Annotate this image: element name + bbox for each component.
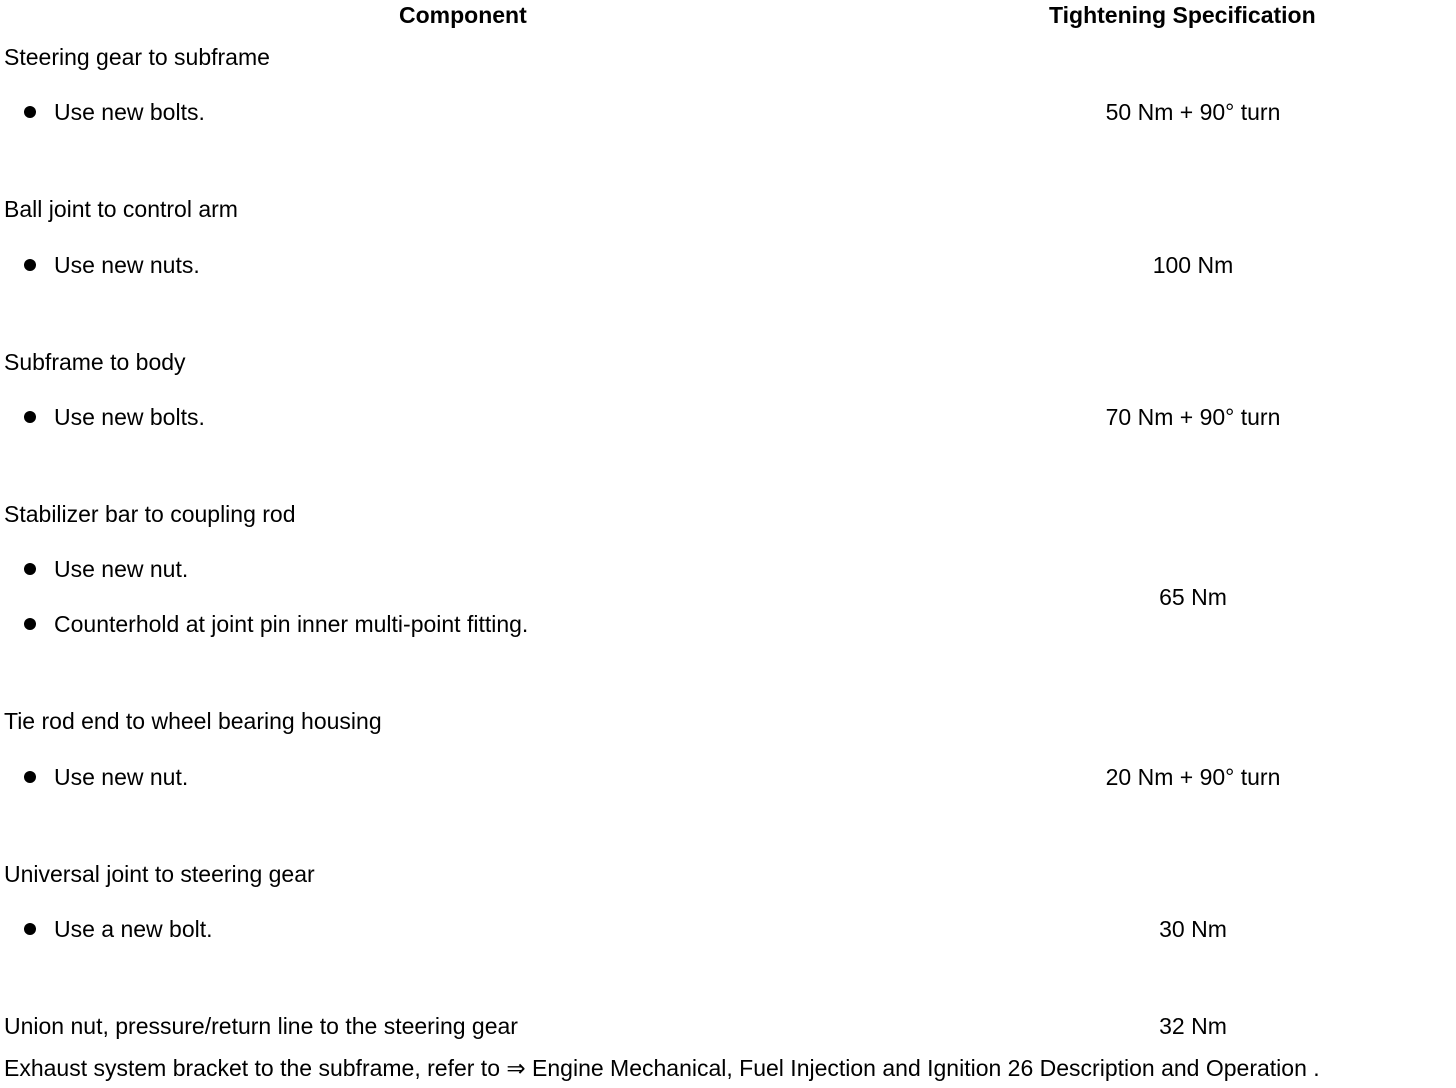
note-item [24, 609, 528, 639]
component-title: Subframe to body [4, 349, 186, 375]
bullet-dot-icon [24, 106, 36, 118]
note-text: Use new nuts. [54, 252, 200, 278]
bullet-dot-icon [24, 411, 36, 423]
component-title: Steering gear to subframe [4, 44, 270, 70]
footer-reference-note: Exhaust system bracket to the subframe, refer to ⇒ Engine Mechanical, Fuel Injection and Ignition 26 Description and Operation . [4, 1055, 1320, 1081]
note-text: Use new bolts. [54, 99, 205, 125]
component-title: Stabilizer bar to coupling rod [4, 501, 296, 527]
component-title: Union nut, pressure/return line to the steering gear [4, 1013, 518, 1039]
torque-spec: 30 Nm [1159, 916, 1227, 942]
note-item [24, 250, 200, 280]
torque-spec: 32 Nm [1159, 1013, 1227, 1039]
note-item [24, 914, 213, 944]
note-item [24, 762, 188, 792]
bullet-dot-icon [24, 771, 36, 783]
column-header-tightening-specification: Tightening Specification [1049, 2, 1316, 28]
note-item [24, 554, 188, 584]
bullet-dot-icon [24, 259, 36, 271]
note-text: Use new bolts. [54, 404, 205, 430]
component-title: Tie rod end to wheel bearing housing [4, 708, 382, 734]
note-text: Use new nut. [54, 556, 189, 582]
note-text: Use a new bolt. [54, 916, 213, 942]
component-title: Ball joint to control arm [4, 196, 238, 222]
note-item [24, 402, 205, 432]
torque-spec: 20 Nm + 90° turn [1105, 764, 1281, 790]
column-header-component: Component [399, 2, 527, 28]
note-text: Counterhold at joint pin inner multi-point fitting. [54, 611, 529, 637]
note-text: Use new nut. [54, 764, 189, 790]
component-title: Universal joint to steering gear [4, 861, 315, 887]
torque-spec: 50 Nm + 90° turn [1105, 99, 1281, 125]
torque-spec: 100 Nm [1152, 252, 1234, 278]
bullet-dot-icon [24, 923, 36, 935]
bullet-dot-icon [24, 618, 36, 630]
note-item [24, 97, 205, 127]
bullet-dot-icon [24, 563, 36, 575]
torque-spec: 65 Nm [1159, 584, 1227, 610]
torque-spec: 70 Nm + 90° turn [1105, 404, 1281, 430]
